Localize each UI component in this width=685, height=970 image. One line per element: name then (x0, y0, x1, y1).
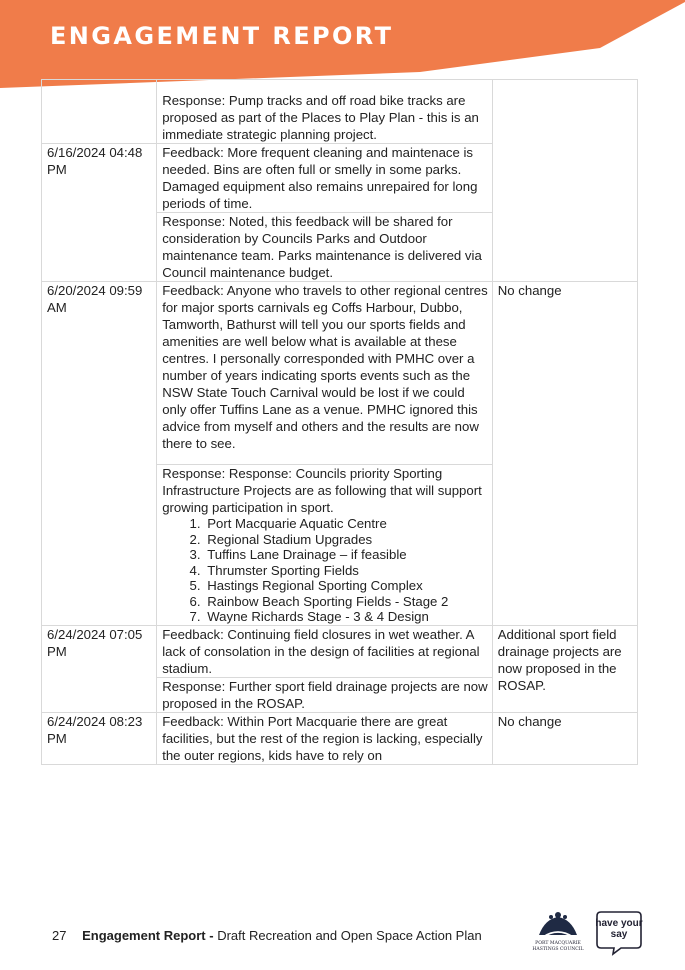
engagement-table (41, 79, 638, 765)
table-row (42, 282, 638, 465)
list-item: 5. Hastings Regional Sporting Complex (204, 578, 488, 594)
response-cell: Response: Further sport field drainage projects are now proposed in the ROSAP. (157, 677, 493, 712)
doc-title: Draft Recreation and Open Space Action Plan (217, 928, 482, 943)
feedback-cell: Feedback: Anyone who travels to other regional centres for major sports carnivals eg Coffs Harbour, Dubbo, Tamworth, Bathurst will tell you our sports fields and amenities are well below what is available at these centres. I personally corresponded with PMHC over a number of years indicating sports events such as the NSW State Touch Carnival would be lost if we could only offer Tuffins Lane as a venue. PMHC ignored this advice from myself and others and the results are now there to see. (157, 282, 493, 465)
council-logo (527, 909, 589, 961)
feedback-cell: Feedback: More frequent cleaning and maintenace is needed. Bins are often full or smelly in some parks. Damaged equipment also remains unrepaired for long periods of time. (157, 144, 493, 213)
table-row (42, 80, 638, 144)
report-label: Engagement Report - (82, 928, 214, 943)
date-cell: 6/20/2024 09:59 AM (42, 282, 157, 626)
table-row (42, 625, 638, 677)
response-cell: Response: Noted, this feedback will be shared for consideration by Councils Parks and Outdoor maintenance team. Parks maintenance is delivered via Council maintenance budget. (157, 213, 493, 282)
response-cell (157, 465, 493, 626)
feedback-cell: Feedback: Within Port Macquarie there are great facilities, but the rest of the region is lacking, especially the outer regions, kids have to rely on (157, 712, 493, 764)
date-cell: 6/24/2024 07:05 PM (42, 625, 157, 712)
list-item: 7. Wayne Richards Stage - 3 & 4 Design (204, 609, 488, 625)
council-logo-icon (527, 909, 589, 941)
list-item: 6. Rainbow Beach Sporting Fields - Stage 2 (204, 594, 488, 610)
feedback-cell: Feedback: Continuing field closures in wet weather. A lack of consolation in the design of facilities at regional stadium. (157, 625, 493, 677)
list-item: 3. Tuffins Lane Drainage – if feasible (204, 547, 488, 563)
response-text: Response: Response: Councils priority Sporting Infrastructure Projects are as following that will support growing participation in sport. (162, 466, 482, 515)
list-item: 4. Thrumster Sporting Fields (204, 563, 488, 579)
footer (52, 928, 482, 943)
table-row (42, 712, 638, 764)
date-cell: 6/24/2024 08:23 PM (42, 712, 157, 764)
priority-list (162, 516, 488, 625)
outcome-cell (492, 80, 637, 282)
page-number: 27 (52, 928, 67, 943)
response-cell: Response: Pump tracks and off road bike tracks are proposed as part of the Places to Play Plan - this is an immediate strategic planning project. (157, 80, 493, 144)
outcome-cell: Additional sport field drainage projects are now proposed in the ROSAP. (492, 625, 637, 712)
outcome-cell: No change (492, 712, 637, 764)
have-your-say-logo (595, 908, 643, 956)
date-cell (42, 80, 157, 144)
date-cell: 6/16/2024 04:48 PM (42, 144, 157, 282)
have-your-say-text: have your say (595, 918, 643, 940)
list-item: 2. Regional Stadium Upgrades (204, 532, 488, 548)
council-logo-text: PORT MACQUARIE HASTINGS COUNCIL (532, 941, 584, 952)
page-title: ENGAGEMENT REPORT (50, 22, 394, 50)
outcome-cell: No change (492, 282, 637, 626)
list-item: 1. Port Macquarie Aquatic Centre (204, 516, 488, 532)
